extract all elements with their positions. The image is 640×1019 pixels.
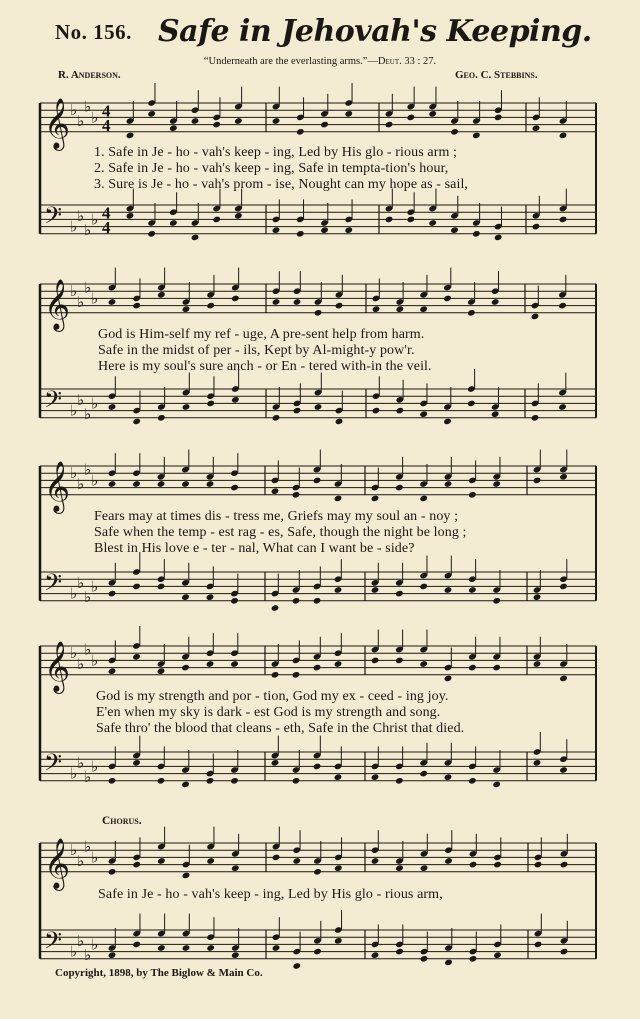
note-head	[334, 586, 343, 594]
note-head	[272, 944, 281, 952]
note-head	[334, 773, 343, 781]
note-head	[372, 407, 381, 415]
note-head	[371, 495, 380, 503]
note-head	[467, 400, 476, 408]
lyric-line: God is my strength and por - tion, God my ex - ceed - ing joy.	[96, 689, 449, 704]
note-head	[108, 298, 117, 306]
flat-icon: ♭	[77, 112, 85, 130]
flat-icon: ♭	[91, 848, 99, 867]
note-head	[108, 868, 117, 876]
note-head	[533, 759, 542, 767]
note-head	[419, 770, 428, 778]
note-head	[559, 473, 568, 481]
note-head	[234, 117, 243, 125]
flat-icon: ♭	[70, 101, 78, 120]
flat-icon: ♭	[77, 931, 85, 950]
note-head	[491, 410, 500, 418]
note-head	[191, 117, 200, 125]
note-head	[395, 864, 404, 872]
note-head	[532, 124, 541, 132]
note-head	[320, 121, 329, 129]
note-head	[372, 305, 381, 313]
note-head	[419, 660, 428, 668]
note-head	[560, 861, 569, 869]
time-signature: 4	[102, 115, 111, 135]
note-head	[157, 777, 166, 785]
bass-clef-icon: 𝄢	[44, 748, 63, 782]
note-head	[234, 212, 243, 220]
treble-clef-icon: 𝄞	[44, 640, 71, 692]
chorus-label: Chorus.	[102, 815, 142, 827]
hymn-number: No. 156.	[55, 20, 132, 44]
note-head	[169, 219, 178, 227]
note-head	[396, 407, 405, 415]
note-head	[212, 121, 221, 129]
note-head	[532, 223, 541, 231]
note-head	[147, 110, 156, 118]
flat-icon: ♭	[91, 108, 99, 127]
note-head	[468, 491, 477, 499]
note-head	[132, 941, 141, 949]
flat-icon: ♭	[84, 588, 92, 607]
note-head	[444, 480, 453, 488]
note-head	[335, 418, 344, 426]
note-head	[182, 305, 191, 313]
note-head	[132, 861, 141, 869]
note-head	[292, 777, 301, 785]
flat-icon: ♭	[84, 768, 92, 787]
flat-icon: ♭	[91, 210, 99, 229]
note-head	[419, 495, 428, 503]
note-head	[559, 216, 568, 224]
note-head	[469, 955, 478, 963]
note-head	[206, 593, 215, 601]
copyright-notice: Copyright, 1898, by The Biglow & Main Co.	[55, 967, 263, 979]
note-head	[230, 484, 239, 492]
note-head	[157, 480, 166, 488]
note-head	[132, 418, 141, 426]
scripture-reference: Deut. 33 : 27.	[377, 56, 437, 67]
note-head	[206, 302, 215, 310]
time-signature: 4	[102, 217, 111, 237]
note-head	[533, 477, 542, 485]
lyric-line: Safe in Je - ho - vah's keep - ing, Led by His glo - rious arm,	[98, 887, 443, 902]
flat-icon: ♭	[77, 573, 85, 592]
note-head	[492, 480, 501, 488]
note-head	[132, 583, 141, 591]
note-head	[428, 110, 437, 118]
flat-icon: ♭	[91, 935, 99, 954]
flat-icon: ♭	[91, 651, 99, 670]
bass-clef-icon: 𝄢	[44, 926, 63, 960]
note-head	[344, 226, 353, 234]
note-head	[296, 230, 305, 238]
lyric-line: E'en when my sky is dark - est God is my strength and song.	[96, 705, 441, 720]
note-head	[181, 781, 190, 789]
note-head	[534, 941, 543, 949]
lyric-line: Fears may at times dis - tress me, Griefs may my soul an - noy ;	[94, 509, 459, 524]
note-head	[472, 230, 481, 238]
note-head	[492, 664, 501, 672]
note-head	[559, 766, 568, 774]
note-head	[492, 781, 501, 789]
treble-clef-icon: 𝄞	[44, 837, 71, 889]
flat-icon: ♭	[70, 584, 78, 603]
note-head	[395, 657, 404, 665]
note-head	[296, 128, 305, 136]
lyric-line: 2. Safe in Je - ho - vah's keep - ing, Safe in tempta-tion's hour,	[94, 161, 449, 176]
note-head	[147, 230, 156, 238]
note-head	[182, 872, 191, 880]
note-head	[531, 414, 540, 422]
note-head	[206, 660, 215, 668]
note-head	[181, 664, 190, 672]
treble-clef-icon: 𝄞	[44, 278, 71, 330]
lyric-line: God is Him-self my ref - uge, A pre-sent help from harm.	[98, 327, 425, 342]
note-head	[533, 593, 542, 601]
flat-icon: ♭	[70, 464, 78, 483]
flat-icon: ♭	[91, 577, 99, 596]
note-head	[467, 309, 476, 317]
note-head	[206, 857, 215, 865]
note-head	[292, 857, 301, 865]
note-head	[206, 944, 215, 952]
note-head	[494, 114, 503, 122]
note-head	[419, 305, 428, 313]
lyric-line: 3. Sure is Je - ho - vah's prom - ise, Nought can my hope as - sail,	[94, 177, 469, 192]
author-credit: R. Anderson.	[58, 69, 121, 81]
note-head	[493, 861, 502, 869]
note-head	[230, 597, 239, 605]
note-head	[560, 948, 569, 956]
flat-icon: ♭	[70, 217, 78, 236]
note-head	[313, 664, 322, 672]
note-head	[371, 586, 380, 594]
note-head	[558, 403, 567, 411]
flat-icon: ♭	[84, 405, 92, 424]
note-head	[272, 117, 281, 125]
note-head	[292, 491, 301, 499]
note-head	[444, 675, 453, 683]
note-head	[157, 291, 166, 299]
note-head	[559, 675, 568, 683]
note-head	[293, 298, 302, 306]
note-head	[493, 951, 502, 959]
flat-icon: ♭	[70, 644, 78, 663]
flat-icon: ♭	[77, 475, 85, 493]
note-head	[157, 857, 166, 865]
lyric-line: Here is my soul's sure anch - or En - tered with-in the veil.	[98, 359, 432, 374]
flat-icon: ♭	[91, 471, 99, 490]
note-head	[491, 298, 500, 306]
note-head	[334, 937, 343, 945]
note-head	[419, 583, 428, 591]
flat-icon: ♭	[70, 282, 78, 301]
treble-clef-icon: 𝄞	[44, 460, 71, 512]
note-head	[230, 777, 239, 785]
note-head	[395, 948, 404, 956]
note-head	[126, 212, 135, 220]
note-head	[231, 864, 240, 872]
flat-icon: ♭	[84, 837, 92, 856]
note-head	[292, 597, 301, 605]
note-head	[468, 664, 477, 672]
note-head	[334, 864, 343, 872]
note-head	[182, 944, 191, 952]
note-head	[271, 671, 280, 679]
note-head	[450, 128, 459, 136]
note-head	[407, 216, 416, 224]
note-head	[533, 660, 542, 668]
note-head	[272, 414, 281, 422]
note-head	[212, 216, 221, 224]
note-head	[371, 773, 380, 781]
note-head	[206, 400, 215, 408]
note-head	[181, 480, 190, 488]
note-head	[157, 583, 166, 591]
scripture-text: “Underneath are the everlasting arms.”—	[203, 56, 378, 67]
note-head	[371, 951, 380, 959]
note-head	[272, 226, 281, 234]
note-head	[132, 759, 141, 767]
note-head	[108, 480, 117, 488]
note-head	[444, 773, 453, 781]
note-head	[334, 660, 343, 668]
note-head	[407, 114, 416, 122]
note-head	[428, 219, 437, 227]
note-head	[419, 410, 428, 418]
note-head	[108, 777, 117, 785]
flat-icon: ♭	[70, 841, 78, 860]
flat-icon: ♭	[77, 390, 85, 409]
flat-icon: ♭	[70, 942, 78, 961]
note-head	[132, 480, 141, 488]
time-signature: 4	[102, 101, 111, 121]
flat-icon: ♭	[84, 221, 92, 240]
note-head	[534, 861, 543, 869]
hymn-title: Safe in Jehovah's Keeping.	[158, 14, 592, 49]
note-head	[108, 951, 117, 959]
note-head	[271, 604, 280, 612]
flat-icon: ♭	[77, 206, 85, 225]
note-head	[559, 583, 568, 591]
note-head	[108, 403, 117, 411]
flat-icon: ♭	[84, 278, 92, 297]
note-head	[181, 593, 190, 601]
flat-icon: ♭	[77, 753, 85, 772]
note-head	[206, 480, 215, 488]
bass-clef-icon: 𝄢	[44, 201, 63, 235]
note-head	[157, 944, 166, 952]
note-head	[371, 657, 380, 665]
note-head	[559, 132, 568, 140]
note-head	[206, 777, 215, 785]
note-head	[313, 597, 322, 605]
note-head	[108, 590, 117, 598]
note-head	[231, 295, 240, 303]
lyric-line: Safe thro' the blood that cleans - eth, Safe in the Christ that died.	[96, 721, 465, 736]
note-head	[292, 962, 301, 970]
note-head	[126, 132, 135, 140]
note-head	[320, 226, 329, 234]
note-head	[344, 110, 353, 118]
note-head	[230, 660, 239, 668]
note-head	[492, 597, 501, 605]
note-head	[335, 302, 344, 310]
note-head	[395, 777, 404, 785]
note-head	[314, 309, 323, 317]
note-head	[444, 586, 453, 594]
bass-clef-icon: 𝄢	[44, 385, 63, 419]
treble-clef-icon: 𝄞	[44, 97, 71, 149]
flat-icon: ♭	[91, 757, 99, 776]
note-head	[271, 487, 280, 495]
note-head	[313, 763, 322, 771]
lyric-line: 1. Safe in Je - ho - vah's keep - ing, Led by His glo - rious arm ;	[94, 145, 458, 160]
note-head	[444, 959, 453, 967]
note-head	[108, 667, 117, 675]
note-head	[313, 948, 322, 956]
note-head	[272, 854, 281, 862]
flat-icon: ♭	[70, 764, 78, 783]
note-head	[531, 313, 540, 321]
note-head	[293, 407, 302, 415]
note-head	[420, 864, 429, 872]
note-head	[395, 484, 404, 492]
note-head	[231, 951, 240, 959]
flat-icon: ♭	[70, 401, 78, 420]
note-head	[182, 403, 191, 411]
note-head	[385, 216, 394, 224]
note-head	[444, 857, 453, 865]
flat-icon: ♭	[84, 640, 92, 659]
lyric-line: Blest in His love e - ter - nal, What can I want be - side?	[94, 541, 415, 556]
composer-credit: Geo. C. Stebbins.	[455, 69, 538, 81]
flat-icon: ♭	[91, 289, 99, 308]
note-head	[395, 590, 404, 598]
lyric-line: Safe when the temp - est rag - es, Safe, though the night be long ;	[94, 525, 467, 540]
note-head	[420, 955, 429, 963]
flat-icon: ♭	[91, 394, 99, 413]
note-head	[472, 132, 481, 140]
flat-icon: ♭	[77, 655, 85, 673]
note-head	[231, 396, 240, 404]
note-head	[468, 777, 477, 785]
note-head	[169, 124, 178, 132]
note-head	[314, 403, 323, 411]
note-head	[443, 418, 452, 426]
note-head	[191, 234, 200, 242]
note-head	[443, 295, 452, 303]
note-head	[272, 298, 281, 306]
note-head	[157, 667, 166, 675]
note-head	[313, 868, 322, 876]
note-head	[313, 477, 322, 485]
note-head	[132, 653, 141, 661]
lyric-line: Safe in the midst of per - ils, Kept by Al-might-y pow'r.	[98, 343, 415, 358]
note-head	[385, 121, 394, 129]
note-head	[334, 495, 343, 503]
note-head	[271, 759, 280, 767]
note-head	[469, 861, 478, 869]
flat-icon: ♭	[84, 946, 92, 965]
note-head	[450, 226, 459, 234]
note-head	[558, 302, 567, 310]
note-head	[157, 414, 166, 422]
bass-clef-icon: 𝄢	[44, 568, 63, 602]
note-head	[371, 857, 380, 865]
note-head	[292, 671, 301, 679]
time-signature: 4	[102, 203, 111, 223]
note-head	[132, 302, 141, 310]
flat-icon: ♭	[77, 852, 85, 870]
flat-icon: ♭	[77, 293, 85, 311]
flat-icon: ♭	[84, 97, 92, 116]
note-head	[468, 586, 477, 594]
note-head	[396, 305, 405, 313]
note-head	[494, 234, 503, 242]
flat-icon: ♭	[84, 460, 92, 479]
